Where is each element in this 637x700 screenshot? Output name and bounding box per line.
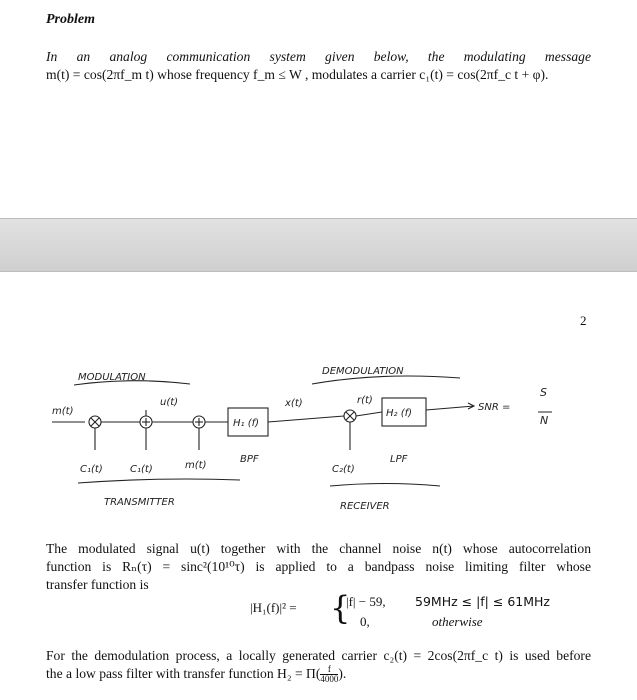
label-h1: H₁ (f) (233, 418, 260, 429)
label-u: u(t) (160, 397, 179, 408)
label-snr: SNR = (478, 402, 511, 413)
problem-heading: Problem (46, 12, 95, 27)
equation-lhs: |H₁(f)|² = (250, 600, 297, 615)
label-input: m(t) (52, 406, 74, 417)
p3-line-2-text: the a low pass filter with transfer function H₂ = Π( (46, 666, 321, 681)
p3-line-1: For the demodulation process, a locally generated carrier c₂(t) = 2cos(2πf_c t) is used before (46, 648, 591, 663)
page-number: 2 (580, 313, 587, 328)
label-transmitter: TRANSMITTER (104, 497, 175, 508)
lpf-fraction (320, 665, 338, 684)
label-modulation: MODULATION (78, 372, 146, 383)
paragraph-noise (46, 540, 591, 594)
label-c1: C₁(t) (80, 464, 103, 475)
page-separator-band (0, 218, 637, 272)
equation-case-2: 0, (360, 614, 370, 629)
label-snr-den: N (540, 414, 549, 427)
p2-line-1: The modulated signal u(t) together with the channel noise n(t) whose autocorrelation (46, 541, 591, 556)
label-demodulation: DEMODULATION (322, 366, 404, 377)
label-x: x(t) (285, 398, 303, 409)
equation-brace: { (330, 589, 351, 627)
label-c2: C₂(t) (332, 464, 355, 475)
fraction-numerator: f (320, 665, 338, 675)
p3-line-2-end: ). (338, 666, 347, 681)
p2-line-2: function is Rₙ(τ) = sinc²(10¹⁰τ) is applied to a bandpass noise limiting filter whose (46, 559, 591, 574)
paragraph-demodulation (46, 647, 591, 684)
equation-case-2-condition: otherwise (432, 614, 483, 629)
label-bpf: BPF (240, 454, 259, 465)
p2-line-3: transfer function is (46, 577, 149, 592)
intro-line-1: In an analog communication system given below, the modulating message (46, 49, 591, 64)
label-lpf: LPF (390, 454, 408, 465)
label-mt2: m(t) (185, 460, 207, 471)
label-r: r(t) (357, 395, 373, 406)
label-h2: H₂ (f) (386, 408, 413, 419)
p3-line-2 (46, 665, 591, 684)
label-receiver: RECEIVER (340, 501, 390, 512)
label-c1b: C₁(t) (130, 464, 153, 475)
equation-case-1: |f| − 59, (346, 594, 386, 609)
intro-line-2: m(t) = cos(2πf_m t) whose frequency f_m ≤ W , modulates a carrier c₁(t) = cos(2πf_c t + φ). (46, 67, 549, 82)
block-diagram (0, 350, 637, 520)
equation-case-1-condition: 59MHz ≤ |f| ≤ 61MHz (415, 594, 550, 609)
label-snr-num: S (540, 386, 547, 399)
fraction-denominator: 4000 (320, 674, 339, 685)
